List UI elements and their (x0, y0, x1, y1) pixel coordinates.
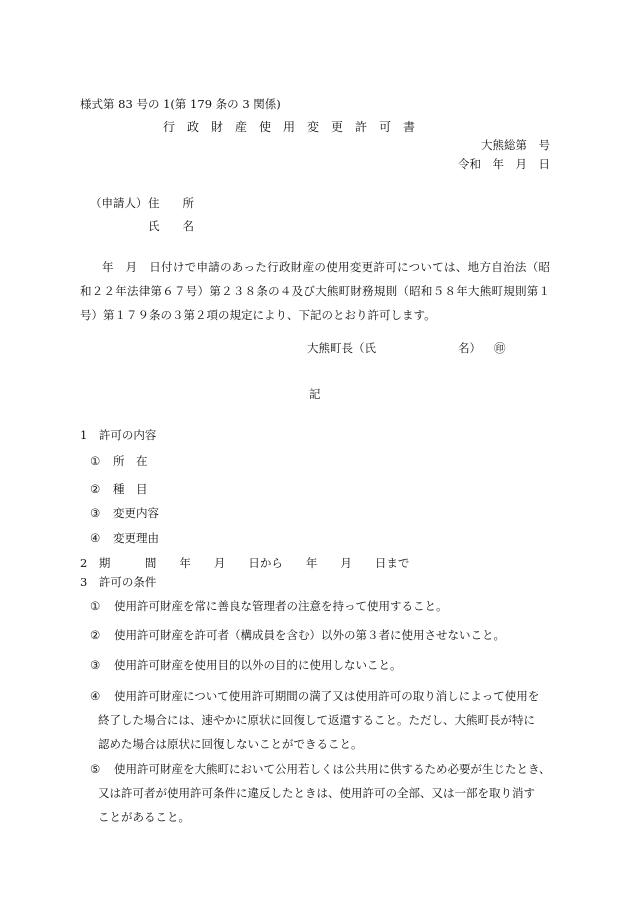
condition-number: ③ (90, 658, 101, 672)
condition-item (90, 623, 560, 647)
condition-line: 使用許可財産を許可者（構成員を含む）以外の第３者に使用させないこと。 (114, 628, 505, 642)
item-label: 種 目 (113, 482, 148, 496)
applicant-label: （申請人） (90, 196, 148, 210)
condition-line: 使用許可財産について使用許可期間の満了又は使用許可の取り消しによって使用を (114, 689, 540, 703)
item-label: 所 在 (113, 454, 148, 468)
document-title: 行 政 財 産 使 用 変 更 許 可 書 (163, 120, 416, 134)
condition-line: 認めた場合は原状に回復しないことができること。 (98, 737, 363, 751)
item-number: ① (90, 454, 101, 468)
condition-number: ② (90, 628, 101, 642)
section2-period: 2 期 間 年 月 日から 年 月 日まで (80, 556, 410, 570)
condition-item (90, 594, 560, 618)
condition-number: ⑤ (90, 762, 101, 776)
item-label: 変更内容 (113, 506, 159, 520)
condition-number: ① (90, 599, 101, 613)
item-number: ④ (90, 531, 101, 545)
condition-line: 使用許可財産を大熊町において公用若しくは公共用に供するため必要が生じたとき、 (114, 762, 551, 776)
seal-mark: ㊞ (494, 341, 506, 355)
condition-line: ことがあること。 (98, 810, 190, 824)
item-label: 変更理由 (113, 531, 159, 545)
condition-line: 終了した場合には、速やかに原状に回復して返還すること。ただし、大熊町長が特に (98, 713, 535, 727)
condition-item (90, 757, 560, 829)
document-date: 令和 年 月 日 (458, 157, 550, 171)
issuer-name-close: 名） (458, 341, 481, 355)
ki-heading: 記 (309, 387, 321, 401)
body-paragraph: 年 月 日付けで申請のあった行政財産の使用変更許可については、地方自治法（昭和２２年法律第６７号）第２３８条の４及び大熊町財務規則（昭和５８年大熊町規則第１号）第１７９条の３第２項の規定により、下記のとおり許可します。 (80, 260, 550, 322)
condition-number: ④ (90, 689, 101, 703)
address-label: 住 所 (148, 196, 194, 210)
condition-line: 使用許可財産を使用目的以外の目的に使用しないこと。 (114, 658, 402, 672)
document-number: 大熊総第 号 (481, 138, 550, 152)
item-number: ③ (90, 506, 101, 520)
condition-line: 使用許可財産を常に善良な管理者の注意を持って使用すること。 (114, 599, 448, 613)
condition-item (90, 653, 560, 677)
condition-line: 又は許可者が使用許可条件に違反したときは、使用許可の全部、又は一部を取り消す (98, 786, 535, 800)
condition-item (90, 684, 560, 756)
section3-heading: 3 許可の条件 (80, 575, 157, 589)
section1-heading: 1 許可の内容 (80, 428, 157, 442)
name-label: 氏 名 (148, 219, 194, 233)
item-number: ② (90, 482, 101, 496)
form-reference: 様式第 83 号の 1(第 179 条の 3 関係) (80, 97, 281, 111)
issuer-title: 大熊町長（氏 (307, 341, 376, 355)
